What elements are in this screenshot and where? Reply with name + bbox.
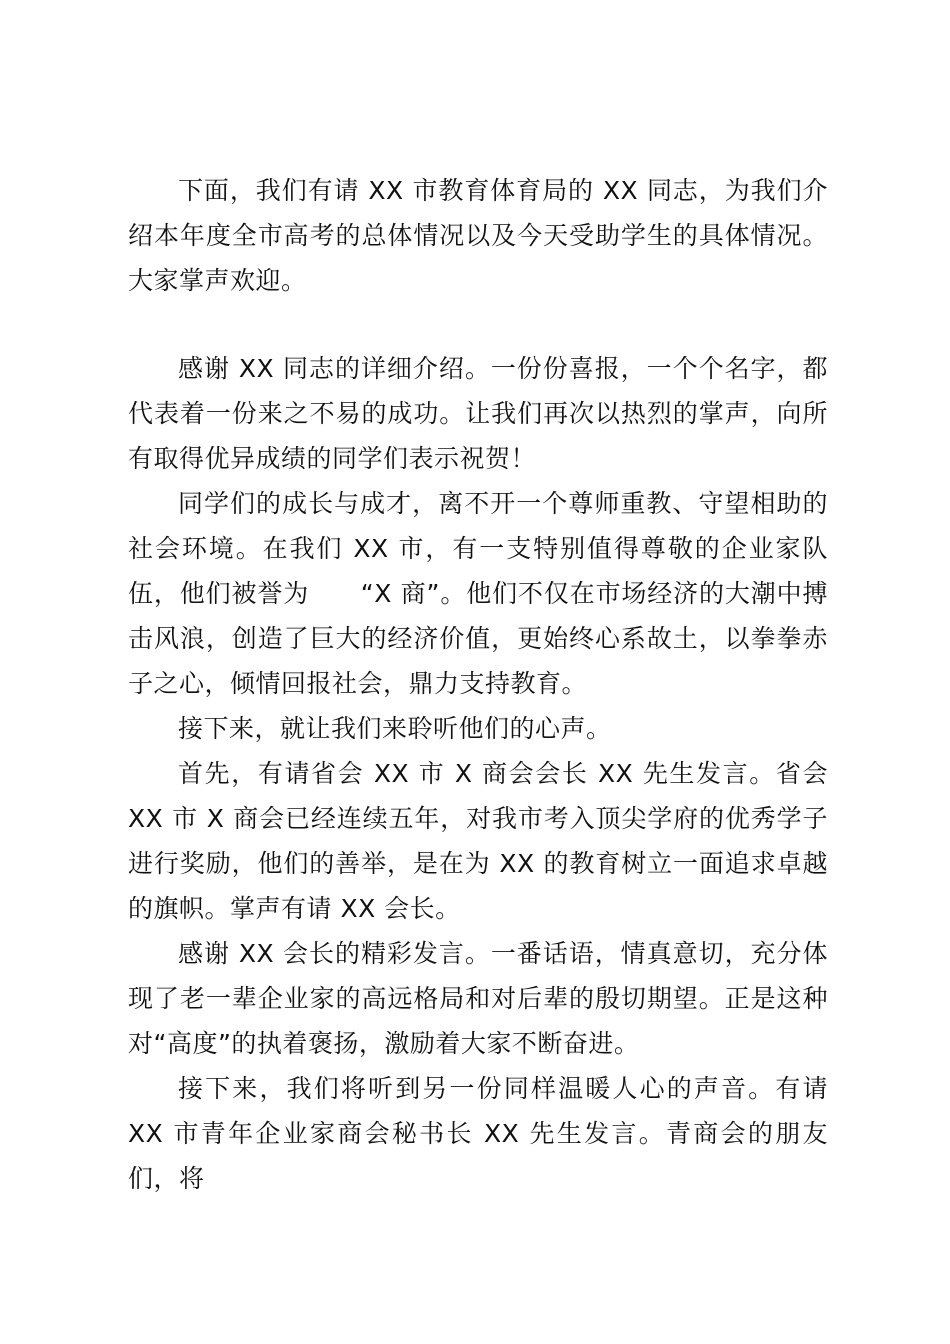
paragraph-2: 感谢 XX 同志的详细介绍。一份份喜报，一个个名字，都代表着一份来之不易的成功。让我们再次以热烈的掌声，向所有取得优异成绩的同学们表示祝贺！ [128,354,828,473]
paragraph-7: 接下来，我们将听到另一份同样温暖人心的声音。有请 XX 市青年企业家商会秘书长 XX 先生发言。青商会的朋友们，将 [128,1074,828,1193]
paragraph-5: 首先，有请省会 XX 市 X 商会会长 XX 先生发言。省会 XX 市 X 商会已经连续五年，对我市考入顶尖学府的优秀学子进行奖励，他们的善举，是在为 XX 的教育树立一面追求卓越的旗帜。掌声有请 XX 会长。 [128,759,828,923]
paragraph-4: 接下来，就让我们来聆听他们的心声。 [178,714,612,743]
document-body [128,168,828,1201]
paragraph-1: 下面，我们有请 XX 市教育体育局的 XX 同志，为我们介绍本年度全市高考的总体情况以及今天受助学生的具体情况。大家掌声欢迎。 [128,176,828,295]
paragraph-gap [128,303,828,346]
paragraph-6: 感谢 XX 会长的精彩发言。一番话语，情真意切，充分体现了老一辈企业家的高远格局和对后辈的殷切期望。正是这种对“高度”的执着褒扬，激励着大家不断奋进。 [128,939,828,1058]
paragraph-3: 同学们的成长与成才，离不开一个尊师重教、守望相助的社会环境。在我们 XX 市，有一支特别值得尊敬的企业家队伍，他们被誉为 “X 商”。他们不仅在市场经济的大潮中搏击风浪，创造了巨大的经济价值，更始终心系故土，以拳拳赤子之心，倾情回报社会，鼎力支持教育。 [128,489,828,698]
